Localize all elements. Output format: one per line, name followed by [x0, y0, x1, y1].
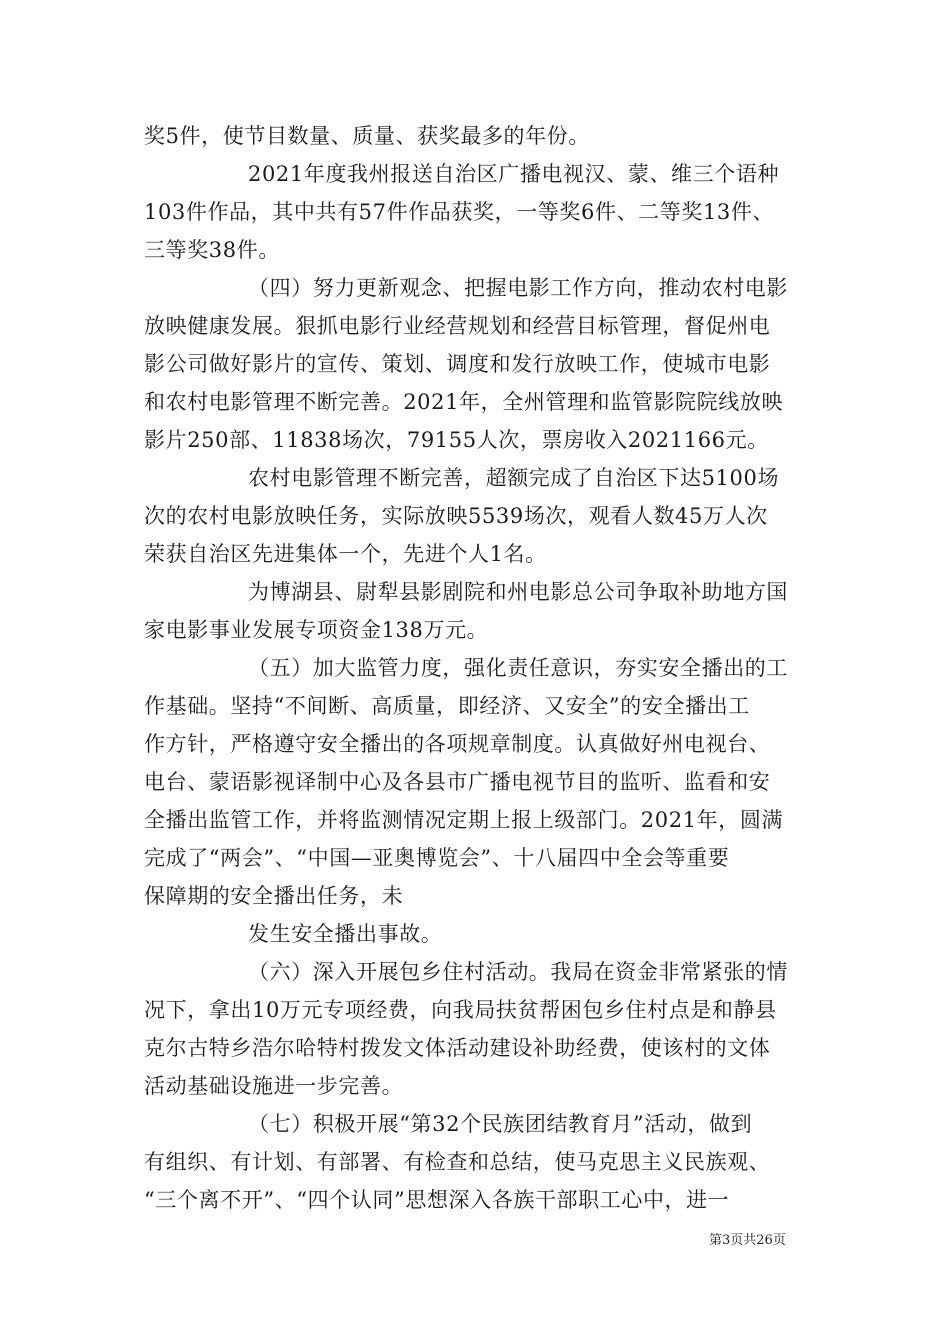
text-line-19: 全播出监管工作，并将监测情况定期上报上级部门。2021年，圆满	[144, 808, 784, 832]
text-line-8: 和农村电影管理不断完善。2021年，全州管理和监管影院院线放映	[144, 390, 784, 414]
text-line-2: 2021年度我州报送自治区广播电视汉、蒙、维三个语种	[248, 162, 780, 186]
text-line-5: （四）努力更新观念、把握电影工作方向，推动农村电影	[248, 276, 788, 300]
text-line-26: 活动基础设施进一步完善。	[144, 1074, 404, 1098]
text-line-22: 发生安全播出事故。	[248, 922, 443, 946]
text-line-17: 作方针，严格遵守安全播出的各项规章制度。认真做好州电视台、	[144, 732, 771, 756]
text-line-4: 三等奖38件。	[144, 238, 280, 262]
text-line-12: 荣获自治区先进集体一个，先进个人1名。	[144, 542, 547, 566]
text-line-20: 完成了“两会”、“中国—亚奥博览会”、十八届四中全会等重要	[144, 846, 730, 870]
text-line-9: 影片250部、11838场次，79155人次，票房收入2021166元。	[144, 428, 769, 452]
text-line-1: 奖5件，使节目数量、质量、获奖最多的年份。	[144, 124, 590, 148]
text-line-14: 家电影事业发展专项资金138万元。	[144, 618, 489, 642]
text-line-13: 为博湖县、尉犁县影剧院和州电影总公司争取补助地方国	[248, 580, 788, 604]
text-line-27: （七）积极开展“第32个民族团结教育月”活动，做到	[248, 1112, 753, 1136]
text-line-15: （五）加大监管力度，强化责任意识，夯实安全播出的工	[248, 656, 788, 680]
text-line-18: 电台、蒙语影视译制中心及各县市广播电视节目的监听、监看和安	[144, 770, 771, 794]
page-number-footer: 第3页共26页	[709, 1233, 786, 1248]
text-line-6: 放映健康发展。狠抓电影行业经营规划和经营目标管理，督促州电	[144, 314, 771, 338]
text-line-11: 次的农村电影放映任务，实际放映5539场次，观看人数45万人次	[144, 504, 768, 528]
text-line-28: 有组织、有计划、有部署、有检查和总结，使马克思主义民族观、	[144, 1150, 771, 1174]
text-line-23: （六）深入开展包乡住村活动。我局在资金非常紧张的情	[248, 960, 788, 984]
text-line-21: 保障期的安全播出任务，未	[144, 884, 404, 908]
text-line-29: “三个离不开”、“四个认同”思想深入各族干部职工心中，进一	[144, 1188, 730, 1212]
text-line-16: 作基础。坚持“不间断、高质量，即经济、又安全”的安全播出工	[144, 694, 750, 718]
text-line-3: 103件作品，其中共有57件作品获奖，一等奖6件、二等奖13件、	[144, 200, 775, 224]
text-line-25: 克尔古特乡浩尔哈特村拨发文体活动建设补助经费，使该村的文体	[144, 1036, 771, 1060]
text-line-10: 农村电影管理不断完善，超额完成了自治区下达5100场	[248, 466, 780, 490]
text-line-7: 影公司做好影片的宣传、策划、调度和发行放映工作，使城市电影	[144, 352, 771, 376]
text-line-24: 况下，拿出10万元专项经费，向我局扶贫帮困包乡住村点是和静县	[144, 998, 777, 1022]
